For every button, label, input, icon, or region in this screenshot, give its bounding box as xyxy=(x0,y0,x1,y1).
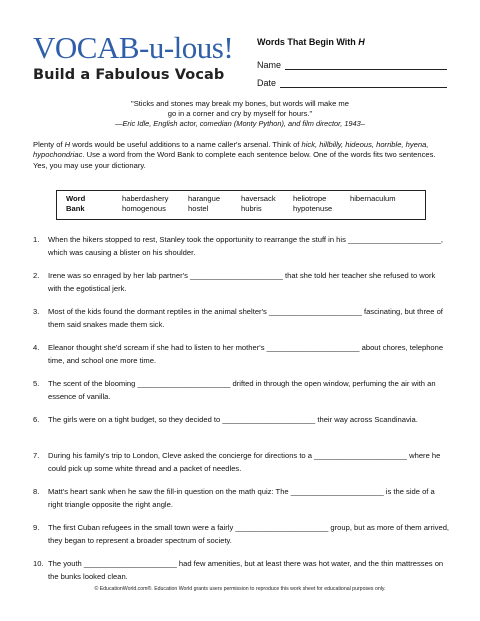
quote-attribution: —Eric Idle, English actor, comedian (Monty Python), and film director, 1943– xyxy=(115,119,365,128)
date-field-row xyxy=(257,70,447,88)
word-bank-word: harangue xyxy=(188,194,221,203)
name-field[interactable] xyxy=(285,59,447,70)
question-number: 4. xyxy=(33,343,40,352)
question-text: The youth ______________________ had few amenities, but at least there was hot water, and the thin mattresses on the bunks looked clean. xyxy=(48,559,444,581)
word-bank-word: heliotrope xyxy=(293,194,327,203)
word-bank xyxy=(56,190,426,220)
word-bank-label: Word Bank xyxy=(66,194,86,213)
question-number: 2. xyxy=(33,271,40,280)
intro-paragraph: Plenty of H words would be useful additions to a name caller's arsenal. Think of hick, hillbilly, hideous, horrible, hyena, hypochondriac. Use a word from the Word Bank to complete each sentence below. One of the words fits two sentences. Yes, you may use your dictionary. xyxy=(33,140,436,170)
name-label: Name xyxy=(257,60,282,70)
question-text: When the hikers stopped to rest, Stanley took the opportunity to rearrange the stuff in his ______________________, which was causing a blister on his shoulder. xyxy=(48,235,444,257)
copyright-footer: © EducationWorld.com®. Education World grants users permission to reproduce this work sheet for educational purposes only. xyxy=(94,586,386,592)
question-number: 5. xyxy=(33,379,40,388)
word-bank-word: hubris xyxy=(241,204,262,213)
logo-title: VOCAB-u-lous! xyxy=(33,30,234,65)
vocabulous-logo xyxy=(33,32,253,84)
quote-block xyxy=(100,99,380,129)
date-label: Date xyxy=(257,78,277,88)
name-field-row xyxy=(257,52,447,70)
question-number: 9. xyxy=(33,523,40,532)
question-number: 3. xyxy=(33,307,40,316)
word-bank-word: hypotenuse xyxy=(293,204,333,213)
word-bank-word: hostel xyxy=(188,204,209,213)
question-text: During his family's trip to London, Cleve asked the concierge for directions to a ______________________ where he could pick up some white thread and a packet of needles. xyxy=(48,451,441,473)
worksheet-title: Words That Begin With H xyxy=(257,37,365,47)
question-text: The girls were on a tight budget, so they decided to ______________________ their way across Scandinavia. xyxy=(48,415,418,424)
quote-line-2: go in a corner and cry by myself for hours." xyxy=(167,109,313,118)
worksheet-header xyxy=(257,37,447,88)
question-number: 1. xyxy=(33,235,40,244)
title-letter: H xyxy=(358,37,365,47)
word-bank-word: hibernaculum xyxy=(350,194,396,203)
word-bank-word: haversack xyxy=(241,194,276,203)
question-text: Eleanor thought she'd scream if she had to listen to her mother's ______________________ about chores, telephone time, and school one more time. xyxy=(48,343,444,365)
question-text: The scent of the blooming ______________________ drifted in through the open window, perfuming the air with an essence of vanilla. xyxy=(48,379,436,401)
question-number: 6. xyxy=(33,415,40,424)
question-number: 7. xyxy=(33,451,40,460)
question-text: Most of the kids found the dormant reptiles in the animal shelter's ______________________ fascinating, but three of them said snakes made them sick. xyxy=(48,307,443,329)
question-text: Matt's heart sank when he saw the fill-in question on the math quiz: The ______________________ is the side of a right triangle opposite the right angle. xyxy=(48,487,435,509)
question-number: 10. xyxy=(33,559,44,568)
logo-subtitle: Build a Fabulous Vocab xyxy=(33,67,225,83)
question-text: Irene was so enraged by her lab partner's ______________________ that she told her teacher she refused to work with the egotistical jerk. xyxy=(48,271,436,293)
word-bank-word: haberdashery xyxy=(122,194,169,203)
date-field[interactable] xyxy=(280,77,447,88)
question-text: The first Cuban refugees in the small town were a fairly ______________________ group, but as more of them arrived, they began to represent a broader spectrum of society. xyxy=(48,523,450,545)
question-number: 8. xyxy=(33,487,40,496)
quote-line-1: "Sticks and stones may break my bones, but words will make me xyxy=(131,99,349,108)
word-bank-word: homogenous xyxy=(122,204,166,213)
